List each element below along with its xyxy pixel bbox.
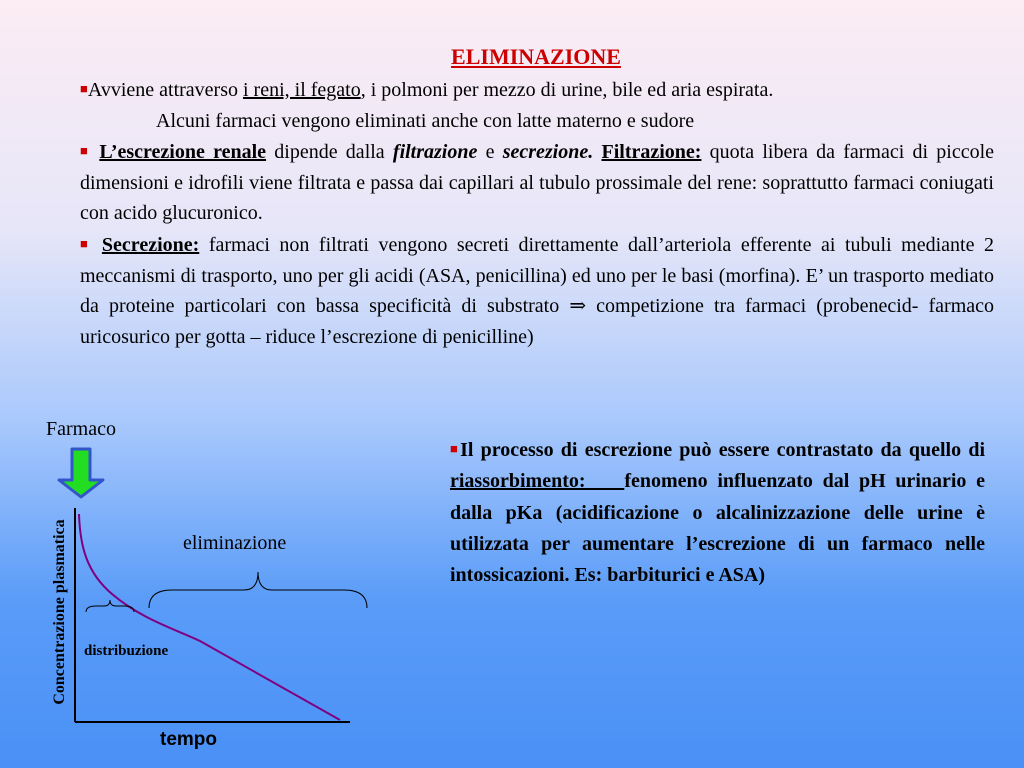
- eliminazione-label: eliminazione: [183, 532, 287, 554]
- text: , i polmoni per mezzo di urine, bile ed aria espirata.: [360, 79, 774, 101]
- bullet-marker: ■: [80, 143, 92, 158]
- bullet-marker: ■: [450, 441, 461, 456]
- heading-filtrazione: Filtrazione:: [601, 141, 702, 163]
- y-axis-label: Concentrazione plasmatica: [51, 519, 68, 705]
- text: e: [477, 141, 503, 163]
- text: competizione tra farmaci (probenecid- farmaco uricosurico per gotta – riduce l’escrezione di penicilline): [80, 295, 995, 348]
- slide-title: ELIMINAZIONE: [451, 44, 621, 69]
- heading-secrezione: Secrezione:: [101, 234, 200, 256]
- bullet-marker: ■: [80, 81, 88, 96]
- text: Il processo di escrezione può essere contrastato da quello di: [460, 439, 985, 461]
- underlined-text: i reni, il fegato: [242, 79, 361, 101]
- text: farmaci non filtrati vengono secreti direttamente dall’arteriola efferente ai tubuli mediante 2 meccanismi di trasporto, uno per gli acidi (ASA, penicillina) ed uno per le basi (morfina). E’ un trasporto mediato da proteine particolari con bassa specificità di substrato: [80, 234, 995, 317]
- distribuzione-label: distribuzione: [84, 643, 169, 659]
- text: fenomeno influenzato dal pH urinario e dalla pKa (acidificazione o alcalinizzazione delle urine è utilizzata per aumentare l’escrezione di un farmaco nelle intossicazioni. Es: barbiturici e ASA): [450, 470, 985, 587]
- heading-escrezione-renale: L’escrezione renale: [99, 141, 267, 163]
- implies-arrow-icon: ⇒: [569, 295, 587, 317]
- text: dipende dalla: [266, 141, 393, 163]
- text-indented: Alcuni farmaci vengono eliminati anche con latte materno e sudore: [156, 109, 695, 132]
- eliminazione-brace: [149, 572, 367, 608]
- bullet-marker: ■: [80, 236, 93, 251]
- term-secrezione: secrezione.: [502, 141, 594, 163]
- term-filtrazione: filtrazione: [392, 141, 478, 163]
- distribuzione-brace: [86, 600, 134, 612]
- text: quota libera da farmaci di piccole dimensioni e idrofili viene filtrata e passa dai capillari al tubulo prossimale del rene: soprattutto farmaci coniugati con acido glucuronico.: [80, 141, 995, 224]
- underlined-riassorbimento: riassorbimento:: [450, 470, 625, 493]
- text: Avviene attraverso: [87, 79, 243, 101]
- x-axis-label: tempo: [160, 729, 217, 750]
- farmaco-label: Farmaco: [46, 418, 116, 440]
